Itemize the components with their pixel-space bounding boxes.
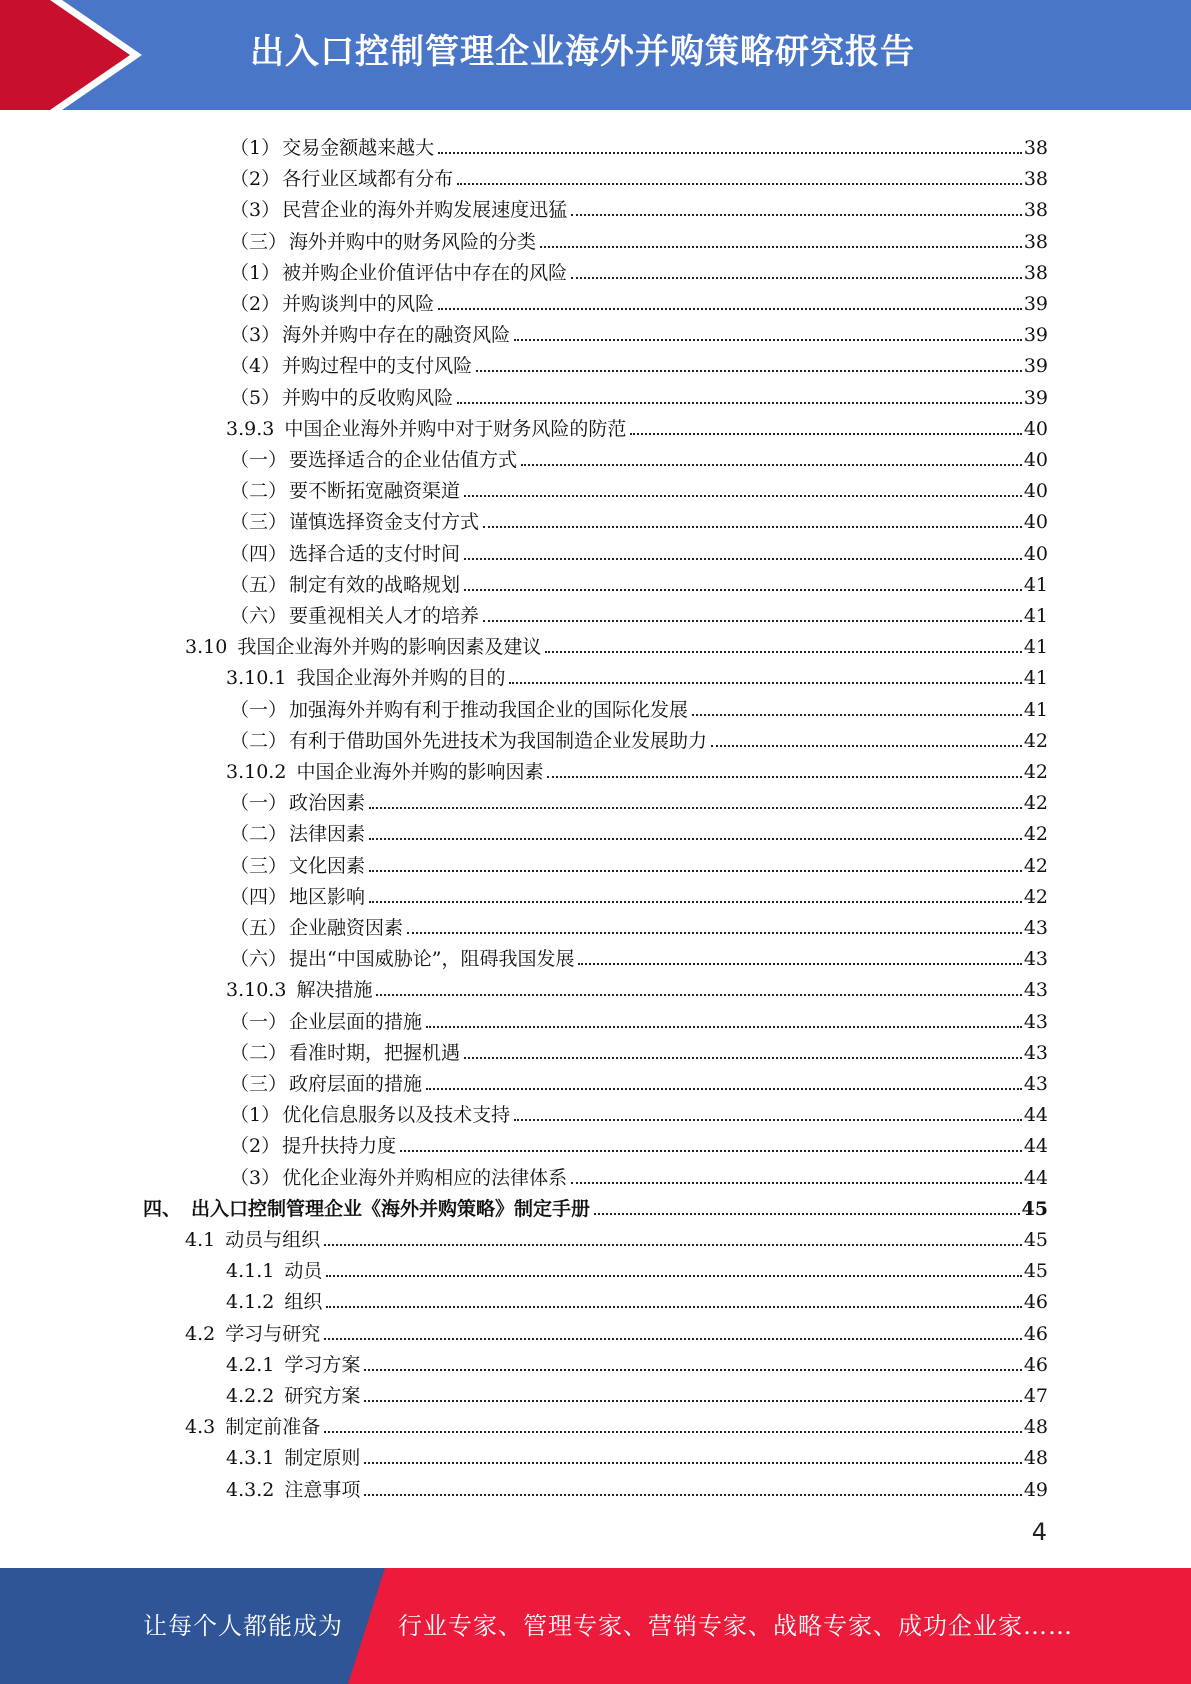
footer-slogan-right: 行业专家、管理专家、营销专家、战略专家、成功企业家……: [398, 1612, 1073, 1640]
toc-entry[interactable]: [226, 1438, 1048, 1469]
toc-leader-dots: [711, 745, 1022, 747]
toc-leader-dots: [464, 558, 1022, 560]
toc-leader-dots: [514, 339, 1022, 341]
toc-leader-dots: [483, 526, 1022, 528]
toc-entry-title: 地区影响: [289, 885, 366, 908]
toc-entry-page: 42: [1023, 823, 1048, 846]
toc-entry-title: 并购过程中的支付风险: [282, 355, 473, 378]
toc-leader-dots: [426, 1088, 1022, 1090]
toc-entry[interactable]: [230, 534, 1048, 565]
toc-entry[interactable]: [226, 752, 1048, 783]
toc-entry-title: 有利于借助国外先进技术为我国制造企业发展助力: [289, 729, 708, 752]
toc-entry-number: 3.10.1: [226, 667, 287, 690]
toc-entry-title: 优化企业海外并购相应的法律体系: [282, 1166, 568, 1189]
toc-leader-dots: [364, 1494, 1021, 1496]
toc-entry-page: 43: [1023, 948, 1048, 971]
toc-entry-title: 要不断拓宽融资渠道: [289, 480, 461, 503]
toc-entry[interactable]: [230, 315, 1048, 346]
toc-entry-title: 学习方案: [284, 1353, 361, 1376]
toc-entry-number: （1）: [230, 261, 281, 284]
toc-entry-page: 39: [1023, 293, 1048, 315]
toc-entry-page: 43: [1023, 1010, 1048, 1033]
toc-entry-title: 动员与组织: [225, 1229, 321, 1251]
toc-entry-number: （六）: [230, 948, 288, 971]
toc-entry-page: 39: [1023, 355, 1048, 378]
toc-entry-number: （四）: [230, 885, 288, 908]
toc-entry-number: （六）: [230, 605, 288, 627]
toc-entry-title: 研究方案: [284, 1385, 361, 1407]
toc-entry-title: 我国企业海外并购的目的: [296, 667, 506, 690]
toc-entry-number: （一）: [230, 1010, 288, 1033]
toc-leader-dots: [369, 870, 1022, 872]
toc-leader-dots: [324, 1431, 1022, 1433]
toc-entry-title: 政府层面的措施: [289, 1073, 423, 1095]
toc-entry[interactable]: [230, 1002, 1048, 1033]
toc-entry-title: 选择合适的支付时间: [289, 542, 461, 565]
toc-entry[interactable]: [185, 627, 1048, 658]
toc-leader-dots: [476, 370, 1022, 372]
toc-entry-number: 4.1: [185, 1229, 216, 1251]
toc-entry-page: 42: [1023, 854, 1048, 877]
toc-leader-dots: [464, 1057, 1022, 1059]
toc-entry[interactable]: [230, 690, 1048, 721]
toc-entry[interactable]: [230, 1095, 1048, 1126]
toc-entry[interactable]: [226, 409, 1048, 440]
toc-leader-dots: [594, 1213, 1020, 1215]
toc-entry-title: 并购中的反收购风险: [282, 386, 454, 409]
toc-entry-title: 制定有效的战略规划: [289, 573, 461, 596]
toc-entry-title: 动员: [284, 1260, 323, 1283]
footer-band: [0, 1568, 1191, 1684]
toc-entry-title: 加强海外并购有利于推动我国企业的国际化发展: [289, 698, 689, 721]
toc-entry[interactable]: [230, 1126, 1048, 1157]
toc-entry-page: 47: [1023, 1385, 1048, 1407]
toc-entry-page: 41: [1023, 698, 1048, 721]
toc-entry[interactable]: [226, 1282, 1048, 1313]
header-band: [0, 0, 1191, 110]
toc-entry-page: 43: [1023, 1041, 1048, 1064]
toc-entry-page: 45: [1023, 1260, 1048, 1283]
toc-entry-page: 48: [1023, 1447, 1048, 1470]
toc-entry-number: （5）: [230, 386, 281, 409]
toc-entry-title: 我国企业海外并购的影响因素及建议: [237, 636, 542, 659]
toc-entry-title: 要选择适合的企业估值方式: [289, 449, 518, 471]
toc-entry[interactable]: [230, 846, 1048, 877]
toc-entry[interactable]: [230, 502, 1048, 533]
toc-entry-number: （2）: [230, 1135, 281, 1158]
toc-entry-number: （3）: [230, 199, 281, 222]
toc-entry-title: 要重视相关人才的培养: [289, 605, 480, 627]
toc-entry[interactable]: [230, 284, 1048, 315]
toc-leader-dots: [509, 682, 1021, 684]
toc-entry-page: 39: [1023, 324, 1048, 347]
toc-entry-title: 提升扶持力度: [282, 1135, 397, 1158]
toc-leader-dots: [540, 246, 1022, 248]
toc-entry-title: 提出“中国威胁论”，阻碍我国发展: [289, 948, 575, 971]
toc-entry-number: （三）: [230, 511, 288, 534]
toc-leader-dots: [364, 1369, 1021, 1371]
toc-entry-number: （二）: [230, 823, 288, 846]
toc-leader-dots: [369, 838, 1022, 840]
toc-leader-dots: [324, 1244, 1022, 1246]
toc-entry-page: 38: [1023, 168, 1048, 191]
toc-entry-number: （五）: [230, 573, 288, 596]
toc-entry-number: 3.9.3: [226, 417, 275, 440]
toc-entry-number: （3）: [230, 324, 281, 347]
toc-entry[interactable]: [230, 378, 1048, 409]
toc-entry-page: 42: [1023, 885, 1048, 908]
toc-entry-title: 各行业区域都有分布: [282, 168, 454, 191]
toc-entry[interactable]: [185, 1220, 1048, 1251]
toc-entry[interactable]: [230, 471, 1048, 502]
toc-leader-dots: [571, 214, 1022, 216]
toc-entry-page: 45: [1023, 1229, 1048, 1251]
toc-entry-title: 海外并购中的财务风险的分类: [289, 230, 537, 253]
toc-leader-dots: [326, 1306, 1021, 1308]
toc-entry-page: 45: [1021, 1197, 1048, 1220]
toc-entry[interactable]: [226, 658, 1048, 689]
toc-entry-title: 注意事项: [284, 1478, 361, 1501]
toc-entry-page: 41: [1023, 605, 1048, 627]
toc-leader-dots: [426, 1026, 1022, 1028]
toc-entry-number: 4.2: [185, 1322, 216, 1345]
toc-leader-dots: [457, 183, 1022, 185]
toc-entry-number: （一）: [230, 792, 288, 815]
toc-entry-page: 40: [1023, 511, 1048, 534]
toc-entry[interactable]: [230, 565, 1048, 596]
toc-entry[interactable]: [230, 783, 1048, 814]
toc-entry[interactable]: [226, 1251, 1048, 1282]
toc-entry-page: 41: [1023, 573, 1048, 596]
toc-entry[interactable]: [230, 128, 1048, 159]
toc-entry-title: 中国企业海外并购中对于财务风险的防范: [284, 417, 627, 440]
toc-entry[interactable]: [226, 1470, 1048, 1501]
toc-entry-title: 企业融资因素: [289, 917, 404, 939]
toc-leader-dots: [438, 308, 1022, 310]
toc-entry-page: 44: [1023, 1104, 1048, 1127]
toc-entry-number: （1）: [230, 137, 281, 159]
toc-entry-number: （3）: [230, 1166, 281, 1189]
toc-entry-page: 46: [1023, 1291, 1048, 1314]
toc-entry-title: 政治因素: [289, 792, 366, 815]
toc-leader-dots: [376, 994, 1021, 996]
toc-entry-number: 4.3.1: [226, 1447, 275, 1470]
toc-entry[interactable]: [230, 908, 1048, 939]
toc-entry-page: 40: [1023, 449, 1048, 471]
toc-entry-title: 组织: [284, 1291, 323, 1314]
toc-entry-title: 民营企业的海外并购发展速度迅猛: [282, 199, 568, 222]
page-number: 4: [1031, 1518, 1047, 1546]
toc-entry-number: （二）: [230, 1041, 288, 1064]
toc-entry-number: （1）: [230, 1104, 281, 1127]
toc-entry[interactable]: [226, 1376, 1048, 1407]
toc-entry-page: 43: [1023, 1073, 1048, 1095]
toc-entry-number: （二）: [230, 729, 288, 752]
toc-entry[interactable]: [230, 346, 1048, 377]
toc-entry-page: 40: [1023, 542, 1048, 565]
toc-entry-number: （三）: [230, 854, 288, 877]
toc-entry-title: 学习与研究: [225, 1322, 321, 1345]
toc-leader-dots: [578, 963, 1021, 965]
toc-leader-dots: [692, 714, 1022, 716]
toc-entry-number: 3.10.2: [226, 761, 287, 783]
toc-leader-dots: [400, 1150, 1022, 1152]
toc-entry-page: 42: [1023, 761, 1048, 783]
toc-entry[interactable]: [143, 1189, 1048, 1220]
toc-entry-number: （一）: [230, 449, 288, 471]
toc-leader-dots: [457, 402, 1022, 404]
toc-entry-page: 46: [1023, 1353, 1048, 1376]
toc-leader-dots: [407, 932, 1022, 934]
toc-entry-title: 交易金额越来越大: [282, 137, 435, 159]
toc-entry-number: 4.3.2: [226, 1478, 275, 1501]
toc-entry-number: 4.3: [185, 1416, 216, 1439]
toc-leader-dots: [464, 495, 1022, 497]
toc-entry-number: （2）: [230, 168, 281, 191]
toc-leader-dots: [364, 1462, 1021, 1464]
toc-entry-title: 优化信息服务以及技术支持: [282, 1104, 511, 1127]
toc-entry[interactable]: [230, 1033, 1048, 1064]
toc-entry-page: 41: [1023, 636, 1048, 659]
toc-entry-page: 49: [1023, 1478, 1048, 1501]
toc-entry-title: 看准时期，把握机遇: [289, 1041, 461, 1064]
toc-entry-title: 法律因素: [289, 823, 366, 846]
toc-entry-page: 42: [1023, 729, 1048, 752]
toc-entry[interactable]: [226, 1345, 1048, 1376]
toc-leader-dots: [369, 901, 1022, 903]
toc-entry-number: （四）: [230, 542, 288, 565]
toc-entry-page: 38: [1023, 230, 1048, 253]
toc-entry-title: 文化因素: [289, 854, 366, 877]
toc-leader-dots: [571, 1182, 1022, 1184]
toc-entry-title: 企业层面的措施: [289, 1010, 423, 1033]
toc-entry[interactable]: [185, 1407, 1048, 1438]
toc-entry[interactable]: [230, 190, 1048, 221]
toc-entry-title: 制定前准备: [225, 1416, 321, 1439]
toc-entry-page: 39: [1023, 386, 1048, 409]
toc-entry-page: 40: [1023, 417, 1048, 440]
toc-leader-dots: [545, 651, 1021, 653]
toc-entry-page: 40: [1023, 480, 1048, 503]
toc-entry-page: 42: [1023, 792, 1048, 815]
toc-entry-page: 48: [1023, 1416, 1048, 1439]
toc-entry-title: 制定原则: [284, 1447, 361, 1470]
toc-entry-number: （二）: [230, 480, 288, 503]
toc-entry[interactable]: [230, 877, 1048, 908]
toc-entry[interactable]: [230, 159, 1048, 190]
toc-entry-number: 4.2.1: [226, 1353, 275, 1376]
toc-entry-number: 四、: [143, 1197, 182, 1220]
toc-entry-page: 43: [1023, 917, 1048, 939]
toc-entry-number: （三）: [230, 230, 288, 253]
toc-leader-dots: [571, 277, 1022, 279]
toc-entry-number: 3.10: [185, 636, 228, 659]
toc-entry-title: 海外并购中存在的融资风险: [282, 324, 511, 347]
toc-entry-page: 44: [1023, 1166, 1048, 1189]
document-title: 出入口控制管理企业海外并购策略研究报告: [250, 32, 915, 72]
toc-entry-page: 38: [1023, 199, 1048, 222]
toc-entry-number: （五）: [230, 917, 288, 939]
footer-slogan-left: 让每个人都能成为: [143, 1612, 343, 1640]
toc-leader-dots: [369, 807, 1022, 809]
toc-entry-number: 4.1.1: [226, 1260, 275, 1283]
toc-entry-number: （一）: [230, 698, 288, 721]
toc-leader-dots: [547, 776, 1021, 778]
toc-entry[interactable]: [230, 596, 1048, 627]
toc-entry[interactable]: [230, 721, 1048, 752]
toc-entry-number: （4）: [230, 355, 281, 378]
toc-entry[interactable]: [230, 1158, 1048, 1189]
toc-leader-dots: [630, 433, 1021, 435]
toc-leader-dots: [521, 464, 1022, 466]
toc-entry[interactable]: [185, 1314, 1048, 1345]
toc-leader-dots: [324, 1338, 1022, 1340]
toc-entry-title: 中国企业海外并购的影响因素: [296, 761, 544, 783]
toc-leader-dots: [514, 1119, 1022, 1121]
toc-entry-page: 41: [1023, 667, 1048, 690]
toc-entry-number: （2）: [230, 293, 281, 315]
toc-entry-page: 38: [1023, 137, 1048, 159]
toc-entry-page: 43: [1023, 979, 1048, 1002]
toc-entry-number: 4.1.2: [226, 1291, 275, 1314]
toc-entry-page: 46: [1023, 1322, 1048, 1345]
toc-leader-dots: [464, 589, 1022, 591]
toc-entry-page: 44: [1023, 1135, 1048, 1158]
toc-entry[interactable]: [230, 939, 1048, 970]
toc-entry[interactable]: [230, 253, 1048, 284]
toc-leader-dots: [438, 152, 1022, 154]
toc-leader-dots: [483, 620, 1022, 622]
toc-entry[interactable]: [230, 440, 1048, 471]
toc-entry-title: 谨慎选择资金支付方式: [289, 511, 480, 534]
toc-entry-number: 3.10.3: [226, 979, 287, 1002]
toc-entry-number: 4.2.2: [226, 1385, 275, 1407]
toc-leader-dots: [364, 1400, 1021, 1402]
toc-leader-dots: [326, 1275, 1021, 1277]
toc-entry-title: 出入口控制管理企业《海外并购策略》制定手册: [191, 1197, 591, 1220]
toc-entry-title: 被并购企业价值评估中存在的风险: [282, 261, 568, 284]
toc-entry[interactable]: [226, 970, 1048, 1001]
toc-entry[interactable]: [230, 1064, 1048, 1095]
toc-entry[interactable]: [230, 222, 1048, 253]
toc-entry-title: 解决措施: [296, 979, 373, 1002]
toc-entry[interactable]: [230, 814, 1048, 845]
toc-entry-title: 并购谈判中的风险: [282, 293, 435, 315]
toc-entry-number: （三）: [230, 1073, 288, 1095]
toc-entry-page: 38: [1023, 261, 1048, 284]
